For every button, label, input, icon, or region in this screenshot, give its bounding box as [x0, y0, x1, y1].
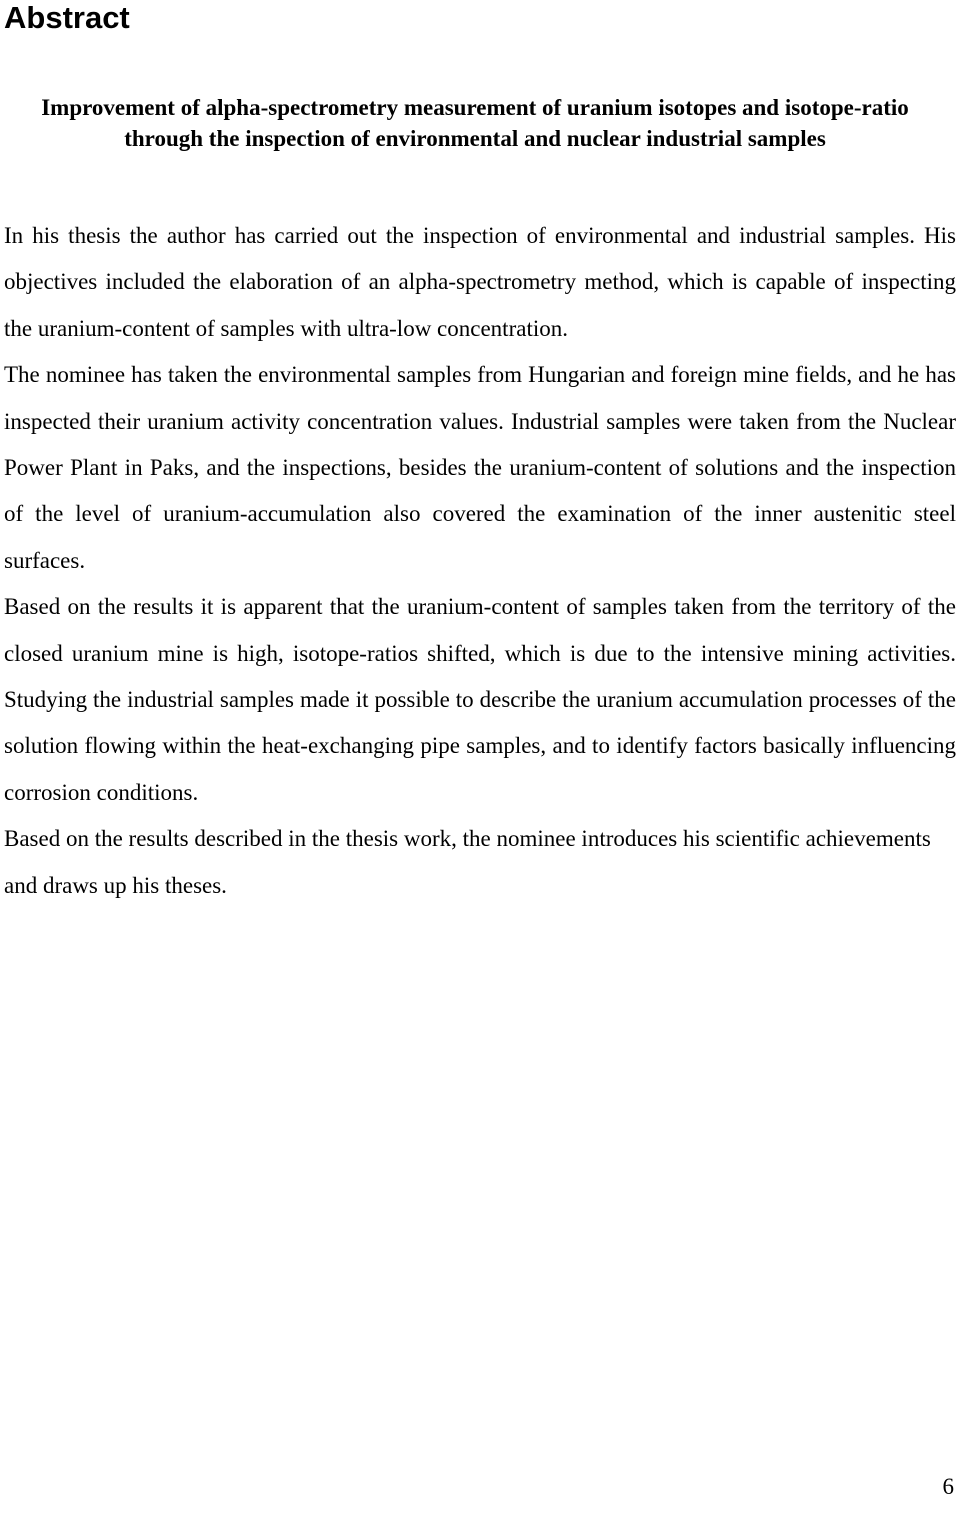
abstract-body [4, 213, 956, 909]
abstract-paragraph-1: In his thesis the author has carried out the inspection of environmental and industrial samples. His objectives included the elaboration of an alpha-spectrometry method, which is capable of inspecting the uranium-content of samples with ultra-low concentration. [4, 223, 956, 341]
page-number: 6 [942, 1474, 954, 1499]
thesis-title: Improvement of alpha-spectrometry measurement of uranium isotopes and isotope-ratio through the inspection of environmental and nuclear industrial samples [41, 95, 909, 151]
abstract-paragraph-3: Based on the results it is apparent that the uranium-content of samples taken from the territory of the closed uranium mine is high, isotope-ratios shifted, which is due to the intensive mining activities. Studying the industrial samples made it possible to describe the uranium accumulation processes of the solution flowing within the heat-exchanging pipe samples, and to identify factors basically influencing corrosion conditions. [4, 594, 956, 805]
abstract-paragraph-2: The nominee has taken the environmental samples from Hungarian and foreign mine fields, and he has inspected their uranium activity concentration values. Industrial samples were taken from the Nuclear Power Plant in Paks, and the inspections, besides the uranium-content of solutions and the inspection of the level of uranium-accumulation also covered the examination of the inner austenitic steel surfaces. [4, 362, 956, 573]
section-heading: Abstract [4, 0, 130, 35]
abstract-paragraph-4: Based on the results described in the thesis work, the nominee introduces his scientific achievements and draws up his theses. [4, 826, 931, 898]
